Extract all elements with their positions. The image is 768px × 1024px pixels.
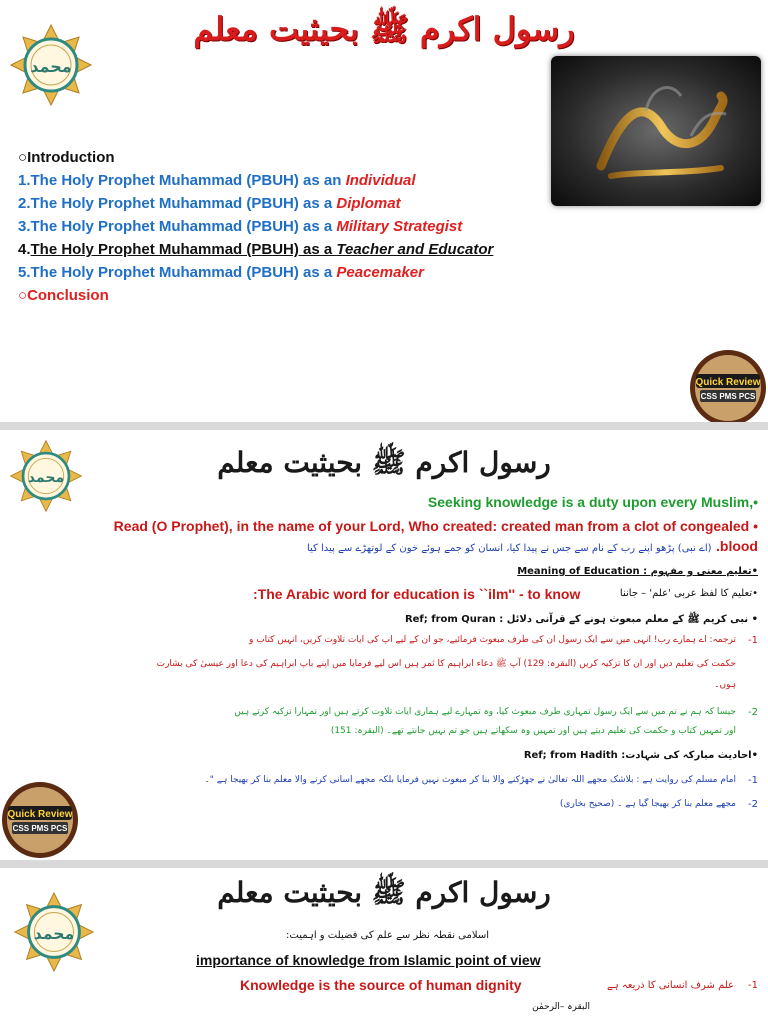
outline-item-military: 3.The Holy Prophet Muhammad (PBUH) as a Military Strategist [18,218,463,235]
point-1-number: -1 [748,980,758,991]
ref-quran: • نبی کریم ﷺ کے معلم مبعوث ہونے کے قرآنی دلائل : Ref; from Quran [404,614,758,625]
calligraphy-medallion [8,438,84,514]
seeking-knowledge: Seeking knowledge is a duty upon every Muslim,• [427,494,758,510]
quran-1-line2: حکمت کی تعلیم دیں اور ان کا تزکیہ کریں (البقرہ: 129) آپ ﷺ دعاء ابراہیم کا ثمر ہیں اس لیے فرمایا میں اپنے باپ ابراہیم کی دعا اور عیسیٰ کی بشارت [156,659,736,669]
arabic-word-urdu: •تعلیم کا لفظ عربی 'علم' – جاننا [619,588,758,599]
svg-text:CSS PMS PCS: CSS PMS PCS [12,824,68,833]
arabic-word-english: :The Arabic word for education is ``ilm'' - to know [253,586,581,602]
hadith-1-text: امام مسلم کی روایت ہے : بلاشک مجھے اللہ تعالیٰ نے جھڑکنے والا بنا کر مبعوث نہیں فرمایا بلکہ مجھے آسانی کرنے والا معلم بنا کر بھیجا ہے "۔ [204,775,736,785]
quran-2-line1: جیسا کہ ہم نے تم میں سے ایک رسول تمہاری طرف مبعوث کیا، وہ تمہارے لیے ہماری آیات تلاوت کرتے ہیں اور تمہارا تزکیہ کرتے ہیں [234,707,736,717]
quick-review-badge [0,778,80,860]
outline-item-peacemaker: 5.The Holy Prophet Muhammad (PBUH) as a Peacemaker [18,264,424,281]
slide-1-title: رسول اکرم ﷺ بحیثیت معلم [193,10,575,48]
quran-1-line3: ہوں۔ [714,680,736,690]
outline-item-diplomat: 2.The Holy Prophet Muhammad (PBUH) as a Diplomat [18,195,401,212]
svg-text:CSS PMS PCS: CSS PMS PCS [700,392,756,401]
hadith-2-text: مجھے معلم بنا کر بھیجا گیا ہے ۔ (صحیح بخاری) [559,799,736,809]
quick-review-badge [688,348,768,422]
slide-3-title: رسول اکرم ﷺ بحیثیت معلم [217,876,551,909]
calligraphy-medallion [8,22,94,108]
meaning-of-education: •تعلیم معنی و مفہوم : Meaning of Education [517,566,758,577]
calligraphy-medallion [12,890,96,974]
slide-1 [0,0,768,422]
slide-divider [0,422,768,430]
svg-text:محمد: محمد [33,924,75,943]
svg-text:محمد: محمد [30,57,72,76]
calligraphy-image [551,56,761,206]
importance-heading: importance of knowledge from Islamic point of view [196,952,541,968]
outline-item-individual: 1.The Holy Prophet Muhammad (PBUH) as an Individual [18,172,416,189]
quran-1-line1: ترجمہ: اے ہمارے رب! انہی میں سے ایک رسول ان کی طرف مبعوث فرمائیے، جو ان کے لیے آپ کی آیات تلاوت کریں، انہیں کتاب و [248,635,736,645]
read-verse-line2: blood. (اے نبی) پڑھو اپنے رب کے نام سے جس نے پیدا کیا، انسان کو جمے ہوئے خون کے لوتھڑے سے پیدا کیا [306,538,758,554]
point-1-english: Knowledge is the source of human dignity [240,977,522,993]
outline-item-conclusion: ○Conclusion [18,287,109,304]
point-1-reference: البقرہ –الرحمٰن [532,1002,590,1012]
point-1-urdu: علم شرف انسانی کا ذریعہ ہے [606,980,734,991]
ref-hadith: •احادیث مبارکہ کی شہادت: Ref; from Hadith [523,750,758,761]
outline-item-teacher: 4.The Holy Prophet Muhammad (PBUH) as a Teacher and Educator [18,241,494,258]
slide-2-title: رسول اکرم ﷺ بحیثیت معلم [217,446,551,479]
hadith-2-number: -2 [748,799,758,810]
read-verse-english: Read (O Prophet), in the name of your Lord, Who created: created man from a clot of congealed • [113,518,758,534]
importance-urdu-heading: اسلامی نقطہ نظر سے علم کی فضیلت و اہمیت: [286,930,489,941]
hadith-1-number: -1 [748,775,758,786]
outline-item-introduction: ○Introduction [18,149,115,166]
slide-divider [0,860,768,868]
svg-text:Quick Review: Quick Review [7,809,73,820]
slide-3 [0,868,768,1024]
quran-1-number: -1 [748,635,758,646]
svg-text:Quick Review: Quick Review [695,377,761,388]
quran-2-line2: اور تمہیں کتاب و حکمت کی تعلیم دیتے ہیں اور تمہیں وہ سکھاتے ہیں جو تم نہیں جانتے تھے۔ (البقرہ: 151) [330,726,736,736]
quran-2-number: -2 [748,707,758,718]
slide-2 [0,430,768,860]
svg-text:محمد: محمد [27,470,65,487]
